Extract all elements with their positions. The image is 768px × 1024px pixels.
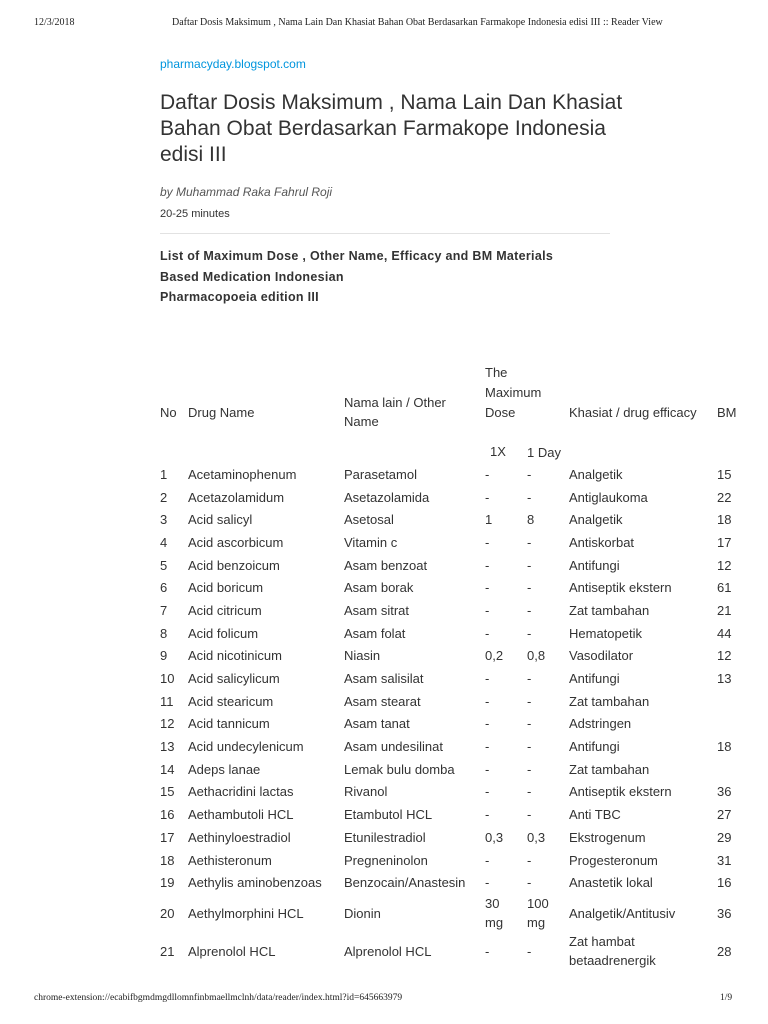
row-number: 3 bbox=[160, 512, 168, 528]
bm-value: 22 bbox=[717, 489, 732, 505]
header-drug-name: Drug Name bbox=[188, 404, 255, 420]
row-number: 20 bbox=[160, 905, 175, 921]
efficacy: Vasodilator bbox=[569, 648, 634, 664]
bm-value: 27 bbox=[717, 807, 732, 823]
table-row bbox=[156, 576, 743, 599]
other-name: Parasetamol bbox=[344, 466, 417, 482]
dose-1x: - bbox=[485, 625, 490, 641]
dose-1x: - bbox=[485, 943, 490, 959]
table-row bbox=[156, 508, 743, 531]
dose-1day: - bbox=[527, 784, 532, 800]
other-name: Etambutol HCL bbox=[344, 807, 433, 823]
header-1x: 1X bbox=[490, 444, 506, 459]
efficacy: Analgetik bbox=[569, 466, 623, 482]
print-page-title: Daftar Dosis Maksimum , Nama Lain Dan Khasiat Bahan Obat Berdasarkan Farmakope Indonesia edisi III :: Reader View bbox=[172, 17, 663, 28]
print-footer bbox=[0, 993, 768, 1007]
bm-value: 29 bbox=[717, 829, 732, 845]
table-row bbox=[156, 486, 743, 509]
dose-1x: - bbox=[485, 716, 490, 732]
row-number: 16 bbox=[160, 807, 175, 823]
bm-value: 18 bbox=[717, 739, 732, 755]
header-efficacy: Khasiat / drug efficacy bbox=[569, 404, 697, 420]
other-name: Asam benzoat bbox=[344, 557, 428, 573]
header-no: No bbox=[160, 404, 177, 420]
dose-1day: - bbox=[527, 625, 532, 641]
other-name: Dionin bbox=[344, 905, 381, 921]
print-header bbox=[0, 14, 768, 30]
other-name: Asam stearat bbox=[344, 693, 421, 709]
row-number: 13 bbox=[160, 739, 175, 755]
row-number: 12 bbox=[160, 716, 175, 732]
header-max-dose: The Maximum Dose bbox=[485, 365, 542, 420]
bm-value bbox=[713, 713, 743, 736]
bm-value: 31 bbox=[717, 852, 732, 868]
efficacy: Antiseptik ekstern bbox=[569, 580, 672, 596]
other-name: Asam tanat bbox=[344, 716, 410, 732]
row-number: 19 bbox=[160, 875, 175, 891]
efficacy: Zat tambahan bbox=[569, 693, 650, 709]
drug-name: Acid undecylenicum bbox=[188, 739, 304, 755]
drug-name: Acid salicylicum bbox=[188, 671, 280, 687]
bm-value: 16 bbox=[717, 875, 732, 891]
dose-1day: - bbox=[527, 602, 532, 618]
drug-name: Alprenolol HCL bbox=[188, 943, 276, 959]
other-name: Etunilestradiol bbox=[344, 829, 426, 845]
table-row bbox=[156, 531, 743, 554]
efficacy: Analgetik/Antitusiv bbox=[569, 905, 676, 921]
table-row bbox=[156, 894, 743, 932]
source-domain-link[interactable]: pharmacyday.blogspot.com bbox=[160, 57, 306, 71]
other-name: Asam undesilinat bbox=[344, 739, 443, 755]
dose-1x: - bbox=[485, 875, 490, 891]
drug-name: Acid stearicum bbox=[188, 693, 274, 709]
bm-value bbox=[713, 690, 743, 713]
divider bbox=[160, 233, 610, 234]
drug-name: Aethacridini lactas bbox=[188, 784, 294, 800]
drug-name: Acid benzoicum bbox=[188, 557, 280, 573]
intro-line: Pharmacopoeia edition III bbox=[160, 290, 319, 304]
row-number: 18 bbox=[160, 852, 175, 868]
other-name: Asam folat bbox=[344, 625, 406, 641]
other-name: Asam borak bbox=[344, 580, 414, 596]
drug-name: Acetaminophenum bbox=[188, 466, 297, 482]
row-number: 4 bbox=[160, 534, 168, 550]
drug-name: Aethylis aminobenzoas bbox=[188, 875, 322, 891]
dose-1x: 0,3 bbox=[485, 829, 504, 845]
dose-1x: 1 bbox=[485, 512, 493, 528]
table-row bbox=[156, 735, 743, 758]
table-row bbox=[156, 713, 743, 736]
dose-1x: 0,2 bbox=[485, 648, 504, 664]
bm-value: 17 bbox=[717, 534, 732, 550]
dose-1x: - bbox=[485, 580, 490, 596]
drug-name: Acid boricum bbox=[188, 580, 264, 596]
efficacy: Antifungi bbox=[569, 739, 620, 755]
bm-value: 18 bbox=[717, 512, 732, 528]
print-page-number: 1/9 bbox=[720, 993, 733, 1003]
row-number: 11 bbox=[160, 693, 174, 709]
dose-1day: - bbox=[527, 534, 532, 550]
table-row bbox=[156, 781, 743, 804]
dose-1day: - bbox=[527, 466, 532, 482]
bm-value: 28 bbox=[717, 943, 732, 959]
dose-1day: - bbox=[527, 807, 532, 823]
print-date: 12/3/2018 bbox=[34, 17, 75, 28]
table-row bbox=[156, 463, 743, 486]
print-url: chrome-extension://ecabifbgmdmgdllomnfinbmaellmclnh/data/reader/index.html?id=645663979 bbox=[34, 993, 403, 1003]
efficacy: Adstringen bbox=[569, 716, 632, 732]
bm-value: 44 bbox=[717, 625, 732, 641]
table-row bbox=[156, 554, 743, 577]
drug-name: Acid nicotinicum bbox=[188, 648, 282, 664]
dose-1day: - bbox=[527, 852, 532, 868]
dose-1day: - bbox=[527, 739, 532, 755]
other-name: Alprenolol HCL bbox=[344, 943, 432, 959]
dose-1day: 100 mg bbox=[527, 896, 549, 931]
efficacy: Antifungi bbox=[569, 557, 620, 573]
dose-1day: 0,3 bbox=[527, 829, 546, 845]
drug-name: Acid folicum bbox=[188, 625, 259, 641]
drug-name: Acid tannicum bbox=[188, 716, 270, 732]
drug-name: Acid salicyl bbox=[188, 512, 253, 528]
table-header-row bbox=[156, 361, 743, 423]
table-row bbox=[156, 667, 743, 690]
drug-name: Acid ascorbicum bbox=[188, 534, 284, 550]
row-number: 14 bbox=[160, 761, 175, 777]
other-name: Asetazolamida bbox=[344, 489, 430, 505]
bm-value: 13 bbox=[717, 671, 732, 687]
bm-value: 36 bbox=[717, 784, 732, 800]
drug-name: Aethinyloestradiol bbox=[188, 829, 291, 845]
header-1day: 1 Day bbox=[527, 445, 561, 460]
efficacy: Antiskorbat bbox=[569, 534, 635, 550]
intro-line: Based Medication Indonesian bbox=[160, 269, 344, 284]
dose-1x: - bbox=[485, 852, 490, 868]
dose-1x: 30 mg bbox=[485, 896, 504, 931]
other-name: Asam sitrat bbox=[344, 602, 410, 618]
drug-name: Acid citricum bbox=[188, 602, 262, 618]
dose-1x: - bbox=[485, 761, 490, 777]
dose-1day: - bbox=[527, 557, 532, 573]
efficacy: Zat tambahan bbox=[569, 602, 650, 618]
drug-table-body bbox=[156, 361, 743, 970]
row-number: 21 bbox=[160, 943, 175, 959]
drug-name: Aethambutoli HCL bbox=[188, 807, 294, 823]
table-row bbox=[156, 849, 743, 872]
drug-name: Aethylmorphini HCL bbox=[188, 905, 304, 921]
other-name: Asetosal bbox=[344, 512, 394, 528]
table-row bbox=[156, 758, 743, 781]
table-row bbox=[156, 871, 743, 894]
drug-name: Aethisteronum bbox=[188, 852, 272, 868]
row-number: 10 bbox=[160, 671, 175, 687]
row-number: 15 bbox=[160, 784, 175, 800]
intro-line: List of Maximum Dose , Other Name, Efficacy and BM Materials bbox=[160, 249, 554, 263]
other-name: Vitamin c bbox=[344, 534, 398, 550]
table-row bbox=[156, 690, 743, 713]
row-number: 17 bbox=[160, 829, 175, 845]
efficacy: Antifungi bbox=[569, 671, 620, 687]
dose-1x: - bbox=[485, 671, 490, 687]
table-row bbox=[156, 803, 743, 826]
dose-1x: - bbox=[485, 602, 490, 618]
efficacy: Zat hambat betaadrenergik bbox=[569, 934, 656, 969]
efficacy: Analgetik bbox=[569, 512, 623, 528]
row-number: 1 bbox=[160, 466, 168, 482]
efficacy: Antiseptik ekstern bbox=[569, 784, 672, 800]
drug-name: Acetazolamidum bbox=[188, 489, 285, 505]
efficacy: Anti TBC bbox=[569, 807, 621, 823]
dose-1x: - bbox=[485, 466, 490, 482]
other-name: Pregneninolon bbox=[344, 852, 428, 868]
row-number: 9 bbox=[160, 648, 168, 664]
efficacy: Ekstrogenum bbox=[569, 829, 646, 845]
dose-1day: 8 bbox=[527, 512, 535, 528]
table-row bbox=[156, 932, 743, 970]
dose-1day: 0,8 bbox=[527, 648, 546, 664]
dose-1x: - bbox=[485, 739, 490, 755]
dose-1day: - bbox=[527, 875, 532, 891]
other-name: Benzocain/Anastesin bbox=[344, 875, 466, 891]
dose-1day: - bbox=[527, 671, 532, 687]
efficacy: Progesteronum bbox=[569, 852, 658, 868]
article-intro bbox=[160, 246, 610, 308]
dose-1day: - bbox=[527, 761, 532, 777]
bm-value: 61 bbox=[717, 580, 732, 596]
table-row bbox=[156, 826, 743, 849]
row-number: 6 bbox=[160, 580, 168, 596]
bm-value: 15 bbox=[717, 466, 732, 482]
other-name: Asam salisilat bbox=[344, 671, 424, 687]
dose-1x: - bbox=[485, 693, 490, 709]
other-name: Niasin bbox=[344, 648, 381, 664]
dose-1x: - bbox=[485, 534, 490, 550]
dose-1day: - bbox=[527, 693, 532, 709]
reading-time: 20-25 minutes bbox=[160, 208, 230, 220]
dose-1x: - bbox=[485, 557, 490, 573]
drug-table bbox=[156, 361, 743, 970]
bm-value: 21 bbox=[717, 602, 732, 618]
efficacy: Antiglaukoma bbox=[569, 489, 648, 505]
dose-1day: - bbox=[527, 580, 532, 596]
other-name: Rivanol bbox=[344, 784, 388, 800]
efficacy: Hematopetik bbox=[569, 625, 642, 641]
table-row bbox=[156, 599, 743, 622]
dose-1x: - bbox=[485, 807, 490, 823]
article-byline: by Muhammad Raka Fahrul Roji bbox=[160, 185, 333, 199]
bm-value: 12 bbox=[717, 648, 732, 664]
other-name: Lemak bulu domba bbox=[344, 761, 455, 777]
row-number: 8 bbox=[160, 625, 168, 641]
dose-1x: - bbox=[485, 784, 490, 800]
table-row bbox=[156, 645, 743, 668]
dose-1day: - bbox=[527, 943, 532, 959]
header-other-name: Nama lain / Other Name bbox=[344, 395, 446, 429]
efficacy: Zat tambahan bbox=[569, 761, 650, 777]
bm-value: 12 bbox=[717, 557, 732, 573]
article-title: Daftar Dosis Maksimum , Nama Lain Dan Khasiat Bahan Obat Berdasarkan Farmakope Indonesia edisi III bbox=[160, 91, 623, 166]
bm-value: 36 bbox=[717, 905, 732, 921]
dose-1x: - bbox=[485, 489, 490, 505]
table-row bbox=[156, 622, 743, 645]
efficacy: Anastetik lokal bbox=[569, 875, 653, 891]
row-number: 5 bbox=[160, 557, 168, 573]
header-bm: BM bbox=[717, 404, 737, 420]
dose-1day: - bbox=[527, 716, 532, 732]
row-number: 2 bbox=[160, 489, 168, 505]
bm-value bbox=[713, 758, 743, 781]
dose-1day: - bbox=[527, 489, 532, 505]
row-number: 7 bbox=[160, 602, 168, 618]
drug-name: Adeps lanae bbox=[188, 761, 261, 777]
